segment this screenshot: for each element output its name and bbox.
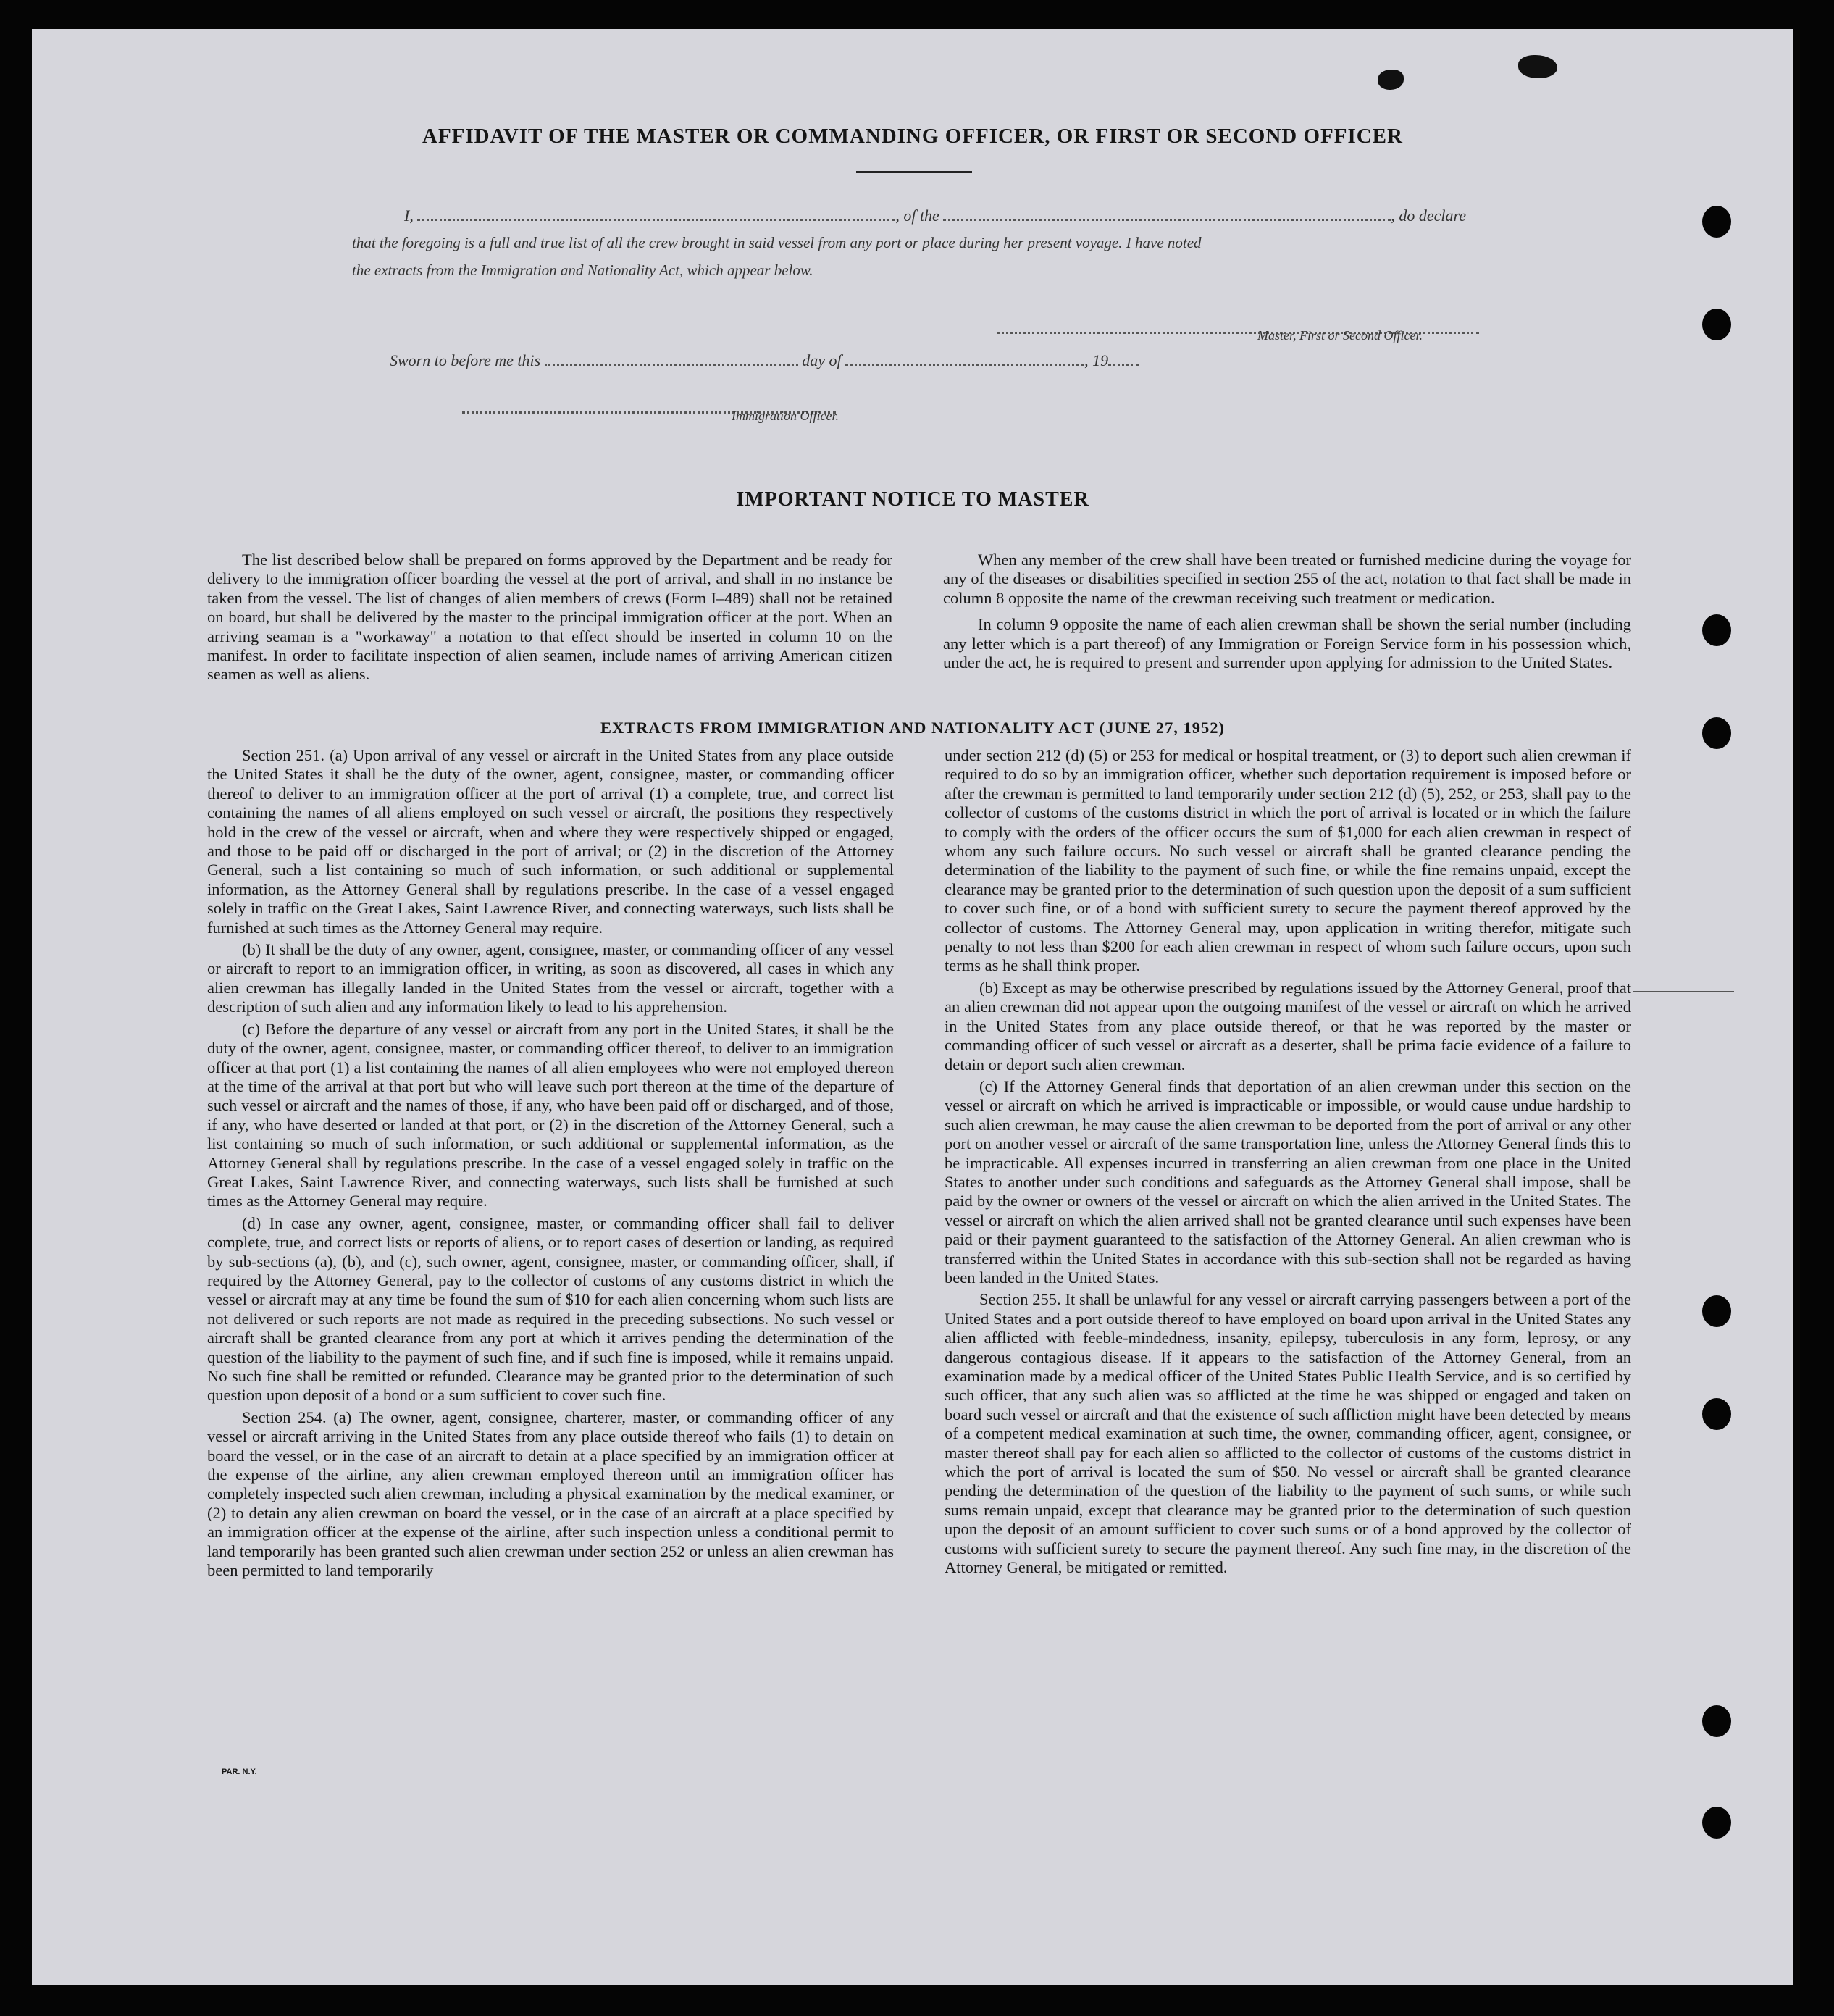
master-signature-label: Master, First or Second Officer. <box>1257 328 1423 343</box>
officer-signature-label: Immigration Officer. <box>732 409 839 423</box>
punch-hole <box>1702 206 1731 238</box>
month-blank <box>845 351 1084 366</box>
affidavit-do-declare: , do declare <box>1391 206 1466 225</box>
document-page <box>32 29 1793 1985</box>
section-254-c: (c) If the Attorney General finds that deportation of an alien crewman under this section on the vessel or aircraft on which he arrived is impracticable or impossible, or would cause undue hardship to such alien crewman, he may cause the alien crewman to be deported from the port of arrival or any other port on another vessel or aircraft of the same transportation line, unless the Attorney General finds this to be impracticable. All expenses incurred in transferring an alien crewman from one place in the United States to another under such conditions and safeguards as the Attorney General shall impose, shall be paid by the owner or owners of the vessel or aircraft on which the alien arrived in the United States. The vessel or aircraft on which the alien arrived shall not be granted clearance until such expenses have been paid or their payment guaranteed to the satisfaction of the Attorney General. An alien crewman who is transferred within the United States in accordance with this sub-section shall not be regarded as having been landed in the United States. <box>945 1076 1631 1287</box>
section-254-a: Section 254. (a) The owner, agent, consignee, charterer, master, or commanding officer of any vessel or aircraft arriving in the United States from any place outside thereof who fails (1) to detain on board the vessel, or in the case of an aircraft to detain at a place specified by an immigration officer at the expense of the airline, any alien crewman employed thereon until an immigration officer has completely inspected such alien crewman, including a physical examination by the medical examiner, or (2) to detain any alien crewman on board the vessel, or in the case of an aircraft at a place specified by an immigration officer at the expense of the airline, after such inspection unless a conditional permit to land temporarily has been granted such alien crewman under section 252 or unless an alien crewman has been permitted to land temporarily <box>207 1408 894 1580</box>
year-blank <box>1108 351 1139 366</box>
stray-mark <box>1633 991 1734 992</box>
section-254-b: (b) Except as may be otherwise prescribed by regulations issued by the Attorney General, proof that an alien crewman did not appear upon the outgoing manifest of the vessel or aircraft on which he arrived in the United States from any place outside thereof, or that he was reported by the master or commanding officer of such vessel or aircraft as a deserter, shall be prima facie evidence of a failure to detain or deport such alien crewman. <box>945 978 1631 1074</box>
affidavit-line-1 <box>404 206 1512 225</box>
print-code: PAR. N.Y. <box>222 1768 257 1776</box>
punch-hole <box>1702 1295 1731 1327</box>
extracts-left-column <box>207 746 894 1580</box>
name-blank <box>417 206 895 221</box>
affidavit-line-2: that the foregoing is a full and true list of all the crew brought in said vessel from any port or place during her present voyage. I have noted <box>352 234 1202 251</box>
notice-right-paragraph-2: In column 9 opposite the name of each alien crewman shall be shown the serial number (including any letter which is a part thereof) of any Immigration or Foreign Service form in his possession which, under the act, he is required to present and surrender upon applying for admission to the United States. <box>943 615 1631 672</box>
title-underline <box>856 171 972 173</box>
punch-hole <box>1702 1398 1731 1430</box>
section-251-c: (c) Before the departure of any vessel or aircraft from any port in the United States, it shall be the duty of the owner, agent, consignee, master, or commanding officer thereof, to deliver to an immigration officer at that port (1) a list containing the names of all alien employees who were not employed thereon at the time of the arrival at that port but who will leave such port thereon at the time of the departure of such vessel or aircraft and the names of those, if any, who have been paid off or discharged, and of those, if any, who have deserted or landed at that port, or (2) in the discretion of the Attorney General, such a list containing so much of such information, or such additional or supplemental information, as the Attorney General shall by regulations prescribe. In the case of a vessel engaged solely in traffic on the Great Lakes, Saint Lawrence River, and connecting waterways, such lists shall be furnished at such times as the Attorney General may require. <box>207 1019 894 1210</box>
notice-right-paragraph-1: When any member of the crew shall have been treated or furnished medicine during the voyage for any of the diseases or disabilities specified in section 255 of the act, notation to that fact shall be made in column 8 opposite the name of the crewman receiving such treatment or medication. <box>943 551 1631 607</box>
sworn-date-blank <box>545 351 798 366</box>
extracts-right-column <box>945 746 1631 1577</box>
extracts-title: EXTRACTS FROM IMMIGRATION AND NATIONALITY ACT (JUNE 27, 1952) <box>600 719 1226 737</box>
notice-left-column <box>207 551 892 685</box>
sworn-text: Sworn to before me this <box>390 351 541 369</box>
section-254-a-continued: under section 212 (d) (5) or 253 for medical or hospital treatment, or (3) to deport such alien crewman if required to do so by an immigration officer, whether such deportation requirement is imposed before or after the crewman is permitted to land temporarily under section 212 (d) (5), 252, or 253, shall pay to the collector of customs of the customs district in which the port of arrival is located or in which the failure to comply with the orders of the officer occurs the sum of $1,000 for each alien crewman in respect of whom any such failure occurs. No such vessel or aircraft shall be granted clearance pending the determination of the liability to the payment of such fine, or while the fine remains unpaid, except the clearance may be granted prior to the determination of such question upon the deposit of a sum sufficient to cover such fine, or of a bond with sufficient surety to secure the payment thereof approved by the collector of customs. The Attorney General may, upon application in writing therefor, mitigate such penalty to not less than $200 for each alien crewman in respect of whom such failure occurs, upon such terms as he shall think proper. <box>945 746 1631 975</box>
affidavit-line-3: the extracts from the Immigration and Nationality Act, which appear below. <box>352 262 813 279</box>
affidavit-of-the: , of the <box>895 206 939 225</box>
notice-left-paragraph: The list described below shall be prepared on forms approved by the Department and be ready for delivery to the immigration officer boarding the vessel at the port of arrival, and shall in no instance be taken from the vessel. The list of changes of alien members of crews (Form I–489) shall not be retained on board, but shall be delivered by the master to the principal immigration officer at the port. When an arriving seaman is a "workaway" a notation to that effect should be inserted in column 10 on the manifest. In order to facilitate inspection of alien seamen, include names of arriving American citizen seamen as well as aliens. <box>207 551 892 684</box>
ink-blot <box>1378 70 1404 90</box>
vessel-blank <box>943 206 1391 221</box>
day-of-text: day of <box>802 351 842 369</box>
sworn-line <box>390 351 1139 370</box>
section-255: Section 255. It shall be unlawful for any vessel or aircraft carrying passengers between a port of the United States and a port outside thereof to have employed on board upon arrival in the United States any alien afflicted with feeble-mindedness, insanity, epilepsy, tuberculosis in any form, leprosy, or any dangerous contagious disease. If it appears to the satisfaction of the Attorney General, from an examination made by a medical officer of the United States Public Health Service, and is so certified by such officer, that any such alien was so afflicted at the time he was shipped or engaged and taken on board such vessel or aircraft and that the existence of such affliction might have been detected by means of a competent medical examination at such time, the owner, commanding officer, agent, consignee, or master thereof shall pay for each alien so afflicted to the collector of customs of the customs district in which the port of arrival is located the sum of $50. No vessel or aircraft shall be granted clearance pending the determination of the question of the liability to the payment of such sums, or while such sums remain unpaid, except that clearance may be granted prior to the determination of such question upon the deposit of an amount sufficient to cover such sums or of a bond approved by the collector of customs with sufficient surety to secure the payment thereof. Any such fine may, in the discretion of the Attorney General, be mitigated or remitted. <box>945 1290 1631 1577</box>
year-prefix: , 19 <box>1084 351 1109 369</box>
punch-hole <box>1702 614 1731 646</box>
notice-title: IMPORTANT NOTICE TO MASTER <box>736 488 1089 511</box>
section-251-b: (b) It shall be the duty of any owner, agent, consignee, master, or commanding officer of any vessel or aircraft to report to an immigration officer, in writing, as soon as discovered, all cases in which any alien crewman has illegally landed in the United States from the vessel or aircraft, together with a description of such alien and any information likely to lead to his apprehension. <box>207 940 894 1016</box>
affidavit-title: AFFIDAVIT OF THE MASTER OR COMMANDING OFFICER, OR FIRST OR SECOND OFFICER <box>422 125 1403 148</box>
notice-right-column <box>943 551 1631 672</box>
ink-blot <box>1518 55 1557 78</box>
section-251-a: Section 251. (a) Upon arrival of any vessel or aircraft in the United States from any place outside the United States it shall be the duty of the owner, agent, consignee, master, or commanding officer thereof to deliver to an immigration officer at the port of arrival (1) a complete, true, and correct list containing the names of all aliens employed on such vessel or aircraft, the positions they respectively hold in the crew of the vessel or aircraft, when and where they were respectively shipped or engaged, and those to be paid off or discharged in the port of arrival; or (2) in the discretion of the Attorney General, such a list containing so much of such information, or such additional or supplemental information, as the Attorney General shall by regulations prescribe. In the case of a vessel engaged solely in traffic on the Great Lakes, Saint Lawrence River, and connecting waterways, such lists shall be furnished at such times as the Attorney General may require. <box>207 746 894 937</box>
punch-hole <box>1702 309 1731 340</box>
punch-hole <box>1702 717 1731 749</box>
punch-hole <box>1702 1807 1731 1839</box>
punch-hole <box>1702 1705 1731 1737</box>
section-251-d: (d) In case any owner, agent, consignee, master, or commanding officer shall fail to deliver complete, true, and correct lists or reports of aliens, or to report cases of desertion or landing, as required by sub-sections (a), (b), and (c), such owner, agent, consignee, master, or commanding officer, shall, if required by the Attorney General, pay to the collector of customs of any customs district in which the vessel or aircraft may at any time be found the sum of $10 for each alien concerning whom such lists are not delivered or such reports are not made as required in the preceding subsections. No such vessel or aircraft shall be granted clearance from any port at which it arrives pending the determination of the question of the liability to the payment of such fine, and if such fine is imposed, while it remains unpaid. No such fine shall be remitted or refunded. Clearance may be granted prior to the determination of such question upon deposit of a bond or a sum sufficient to cover such fine. <box>207 1213 894 1405</box>
affidavit-i: I, <box>404 206 414 225</box>
